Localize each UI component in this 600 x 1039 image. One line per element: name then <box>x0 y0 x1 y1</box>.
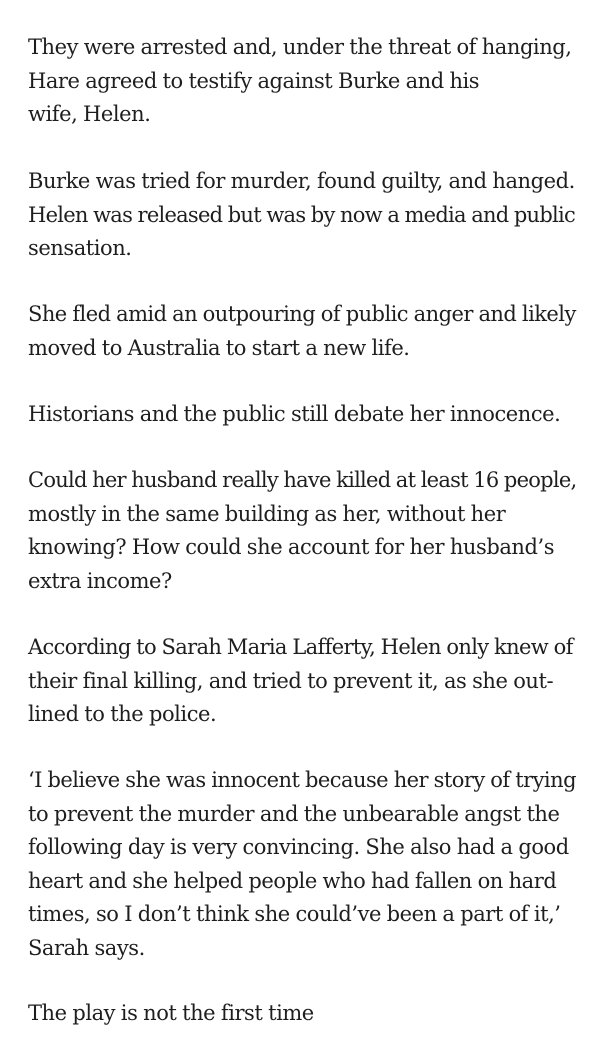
paragraph-line: extra income? <box>28 568 172 593</box>
paragraph-arrest <box>28 31 576 132</box>
paragraph-line: heart and she helped people who had fallen on hard <box>28 868 557 893</box>
paragraph-questions <box>28 464 576 598</box>
paragraph-trial <box>28 165 576 266</box>
paragraph-line: moved to Australia to start a new life. <box>28 335 410 360</box>
paragraph-line: following day is very convincing. She also had a good <box>28 835 569 859</box>
paragraph-line: She fled amid an outpouring of public anger and likely <box>28 302 576 326</box>
paragraph-line: to prevent the murder and the unbearable angst the <box>28 801 560 826</box>
paragraph-line: Hare agreed to testify against Burke and his <box>28 68 480 93</box>
paragraph-line: their final killing, and tried to prevent it, as she out- <box>28 668 554 693</box>
paragraph-fled <box>28 298 576 365</box>
paragraph-line: knowing? How could she account for her husband’s <box>28 535 555 559</box>
paragraph-line: Sarah says. <box>28 935 145 960</box>
paragraph-quote <box>28 764 576 965</box>
paragraph-line: lined to the police. <box>28 702 217 726</box>
paragraph-debate <box>28 398 576 432</box>
paragraph-line: times, so I don’t think she could’ve been a part of it,’ <box>28 902 561 926</box>
paragraph-lafferty <box>28 631 576 732</box>
paragraph-line: sensation. <box>28 236 132 260</box>
paragraph-line: Burke was tried for murder, found guilty, and hanged. <box>28 169 575 193</box>
paragraph-line: Helen was released but was by now a media and public <box>28 202 575 227</box>
paragraph-line: The play is not the first time <box>28 1001 314 1025</box>
paragraph-line: ‘I believe she was innocent because her story of trying <box>28 768 576 792</box>
paragraph-line: Historians and the public still debate her innocence. <box>28 402 561 426</box>
paragraph-line: Could her husband really have killed at least 16 people, <box>28 468 577 492</box>
paragraph-line: They were arrested and, under the threat of hanging, <box>28 35 572 59</box>
paragraph-play <box>28 997 576 1031</box>
paragraph-line: mostly in the same building as her, without her <box>28 501 506 526</box>
paragraph-line: According to Sarah Maria Lafferty, Helen only knew of <box>28 635 573 659</box>
paragraph-line: wife, Helen. <box>28 102 151 126</box>
